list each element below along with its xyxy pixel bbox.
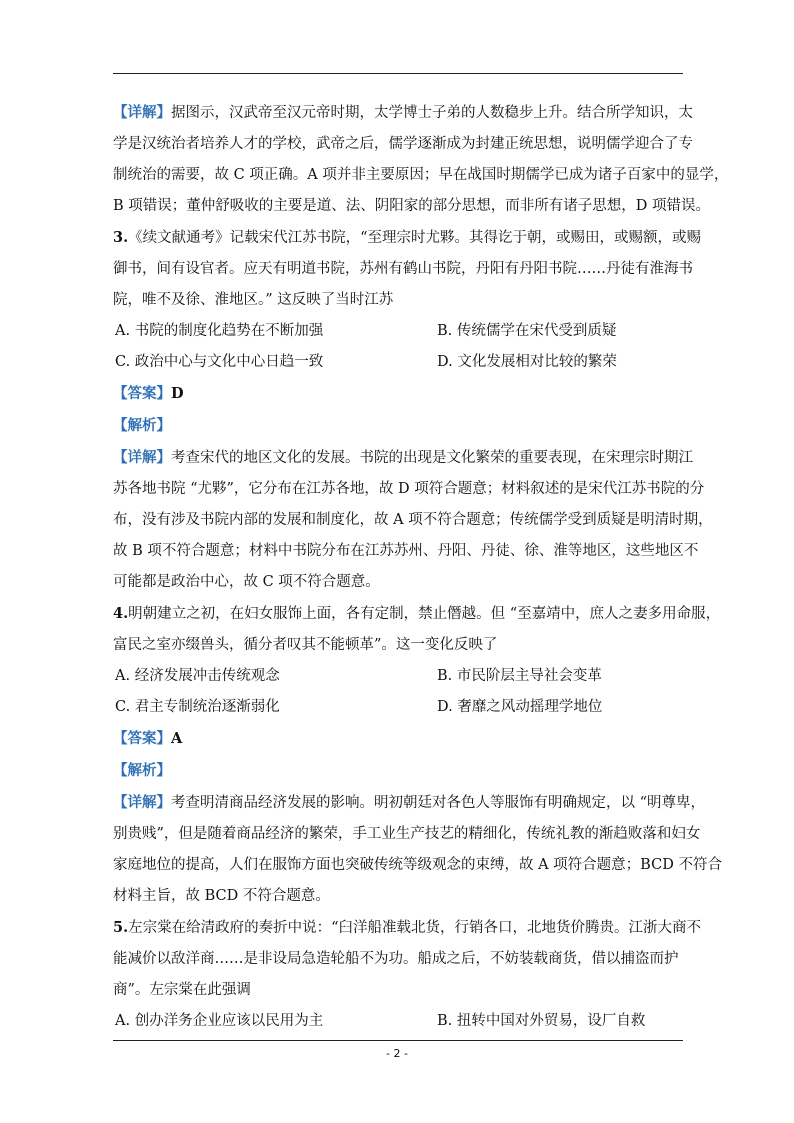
- analysis-tag: 【解析】: [113, 762, 171, 779]
- option-b: B. 传统儒学在宋代受到质疑: [437, 323, 617, 339]
- question-number: 4.: [113, 605, 129, 622]
- page-content: [113, 97, 729, 1037]
- option-a: A. 书院的制度化趋势在不断加强: [115, 323, 324, 339]
- q4-analysis: [113, 755, 683, 787]
- option-b: B. 市民阶层主导社会变革: [437, 668, 602, 684]
- q3-options-row-1: [113, 316, 683, 347]
- q3-detail: 【详解】考查宋代的地区文化的发展。书院的出现是文化繁荣的重要表现，在宋理宗时期江 苏各地书院 “尤夥”，它分布在江苏各地，故 D 项符合题意；材料叙述的是宋代江苏书院的分 布，没有涉及书院内部的发展和制度化，故 A 项不符合题意；传统儒学受到质疑是明清时期， 故 B 项不符合题意；材料中书院分布在江苏苏州、丹阳、丹徒、徐、淮等地区，这些地区不 可能都是政治中心，故 C 项不符合题意。: [113, 449, 713, 590]
- answer-tag: 【答案】: [113, 730, 171, 747]
- answer-value: A: [171, 730, 183, 747]
- page-number: - 2 -: [386, 1047, 408, 1060]
- detail-tag: 【详解】: [113, 794, 171, 811]
- answer-value: D: [171, 385, 184, 402]
- q3-answer: [113, 378, 683, 410]
- option-a: A. 创办洋务企业应该以民用为主: [115, 1013, 324, 1029]
- answer-tag: 【答案】: [113, 385, 171, 402]
- q3-options-row-2: [113, 347, 683, 378]
- q4-detail: 【详解】考查明清商品经济发展的影响。明初朝廷对各色人等服饰有明确规定，以 “明尊卑， 别贵贱”，但是随着商品经济的繁荣，手工业生产技艺的精细化，传统礼教的渐趋败落和妇女 家庭地位的提高，人们在服饰方面也突破传统等级观念的束缚，故 A 项符合题意；BCD 不符合 材料主旨，故 BCD 不符合题意。: [113, 794, 722, 904]
- q3-stem: 3.《续文献通考》记载宋代江苏书院，“至理宗时尤夥。其得讫于朝，或赐田，或赐额，或赐 御书，间有设官者。应天有明道书院，苏州有鹤山书院，丹阳有丹阳书院……丹徒有淮海书 院，唯不及徐、淮地区。” 这反映了当时江苏: [113, 229, 702, 308]
- option-b: B. 扭转中国对外贸易，设厂自救: [437, 1013, 646, 1029]
- q4-stem: 4.明朝建立之初，在妇女服饰上面，各有定制，禁止僭越。但 “至嘉靖中，庶人之妻多用命服， 富民之室亦缀兽头，循分者叹其不能顿革”。这一变化反映了: [113, 605, 721, 653]
- question-number: 5.: [113, 919, 129, 936]
- q5-stem: 5.左宗棠在给清政府的奏折中说：“臼洋船准载北货，行销各口，北地货价腾贵。江浙大商不 能减价以敌洋商……是非设局急造轮船不为功。船成之后，不妨装载商货，借以捕盗而护 商”。左宗棠在此强调: [113, 919, 702, 998]
- option-d: D. 奢靡之风动摇理学地位: [437, 699, 603, 715]
- q4-answer: [113, 723, 683, 755]
- detail-tag: 【详解】: [113, 104, 171, 121]
- option-c: C. 君主专制统治逐渐弱化: [115, 699, 280, 715]
- option-d: D. 文化发展相对比较的繁荣: [437, 354, 617, 370]
- q3-analysis: [113, 410, 683, 442]
- header-rule: [113, 73, 683, 74]
- q4-options-row-2: [113, 692, 683, 723]
- footer-rule: [113, 1040, 683, 1041]
- option-a: A. 经济发展冲击传统观念: [115, 668, 280, 684]
- q4-options-row-1: [113, 661, 683, 692]
- option-c: C. 政治中心与文化中心日趋一致: [115, 354, 324, 370]
- analysis-tag: 【解析】: [113, 417, 171, 434]
- detail-tag: 【详解】: [113, 449, 171, 466]
- q5-options-row-1: [113, 1006, 683, 1037]
- question-number: 3.: [113, 229, 129, 246]
- q2-detail: 【详解】据图示，汉武帝至汉元帝时期，太学博士子弟的人数稳步上升。结合所学知识，太 学是汉统治者培养人才的学校，武帝之后，儒学逐渐成为封建正统思想，说明儒学迎合了专 制统治的需要，故 C 项正确。A 项并非主要原因；早在战国时期儒学已成为诸子百家中的显学， B 项错误；董仲舒吸收的主要是道、法、阴阳家的部分思想，而非所有诸子思想，D 项错误。: [113, 104, 729, 214]
